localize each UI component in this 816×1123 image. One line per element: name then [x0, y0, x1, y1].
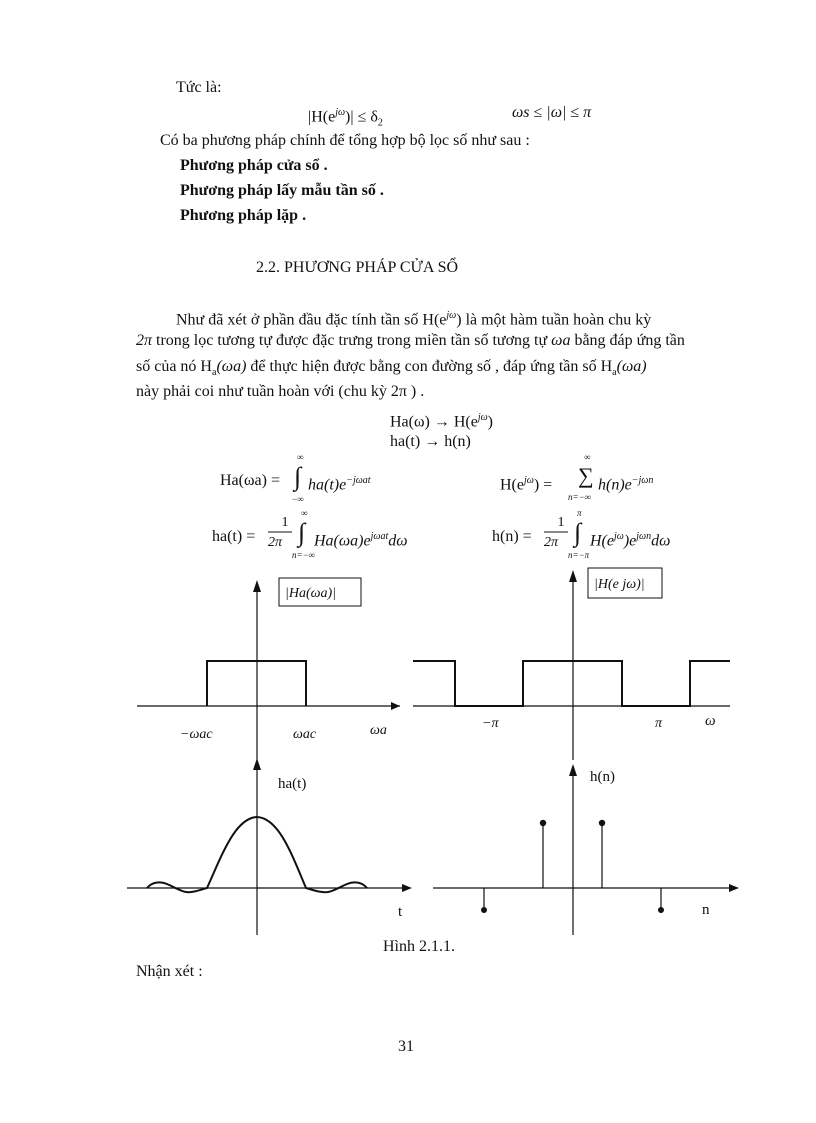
stem-dot — [658, 907, 664, 913]
plot-label: ha(t) — [278, 776, 307, 792]
integral-lower: n=−π — [568, 550, 590, 560]
tick-label: ωac — [293, 727, 317, 742]
tick-label: −π — [482, 716, 499, 731]
formula-inverse-dtft-rhs: $H(e^{j\omega})e^{j\omega n}d\omega$ — [590, 531, 671, 550]
box-label: |H(e jω)| — [594, 577, 645, 592]
fraction-denominator: 2π — [268, 535, 283, 550]
figure-caption: Hình 2.1.1. — [383, 938, 455, 955]
plot-analog-impulse — [127, 758, 412, 935]
x-axis-arrow — [729, 884, 739, 892]
integral-sign: ∫ — [294, 462, 302, 491]
method-item: Phương pháp cửa sổ . — [180, 157, 328, 174]
integral-upper: ∞ — [301, 508, 308, 518]
condition-magnitude: $|H(e^{j\omega})| \le \delta_2$ — [308, 107, 383, 129]
formula-dtft-lhs: $H(e^{j\omega})$ = — [500, 475, 553, 494]
axis-variable: t — [398, 904, 403, 920]
formula-inverse-analog-rhs: $Ha(\omega a)e^{j\omega at}d\omega$ — [314, 531, 408, 550]
formula-analog-ft-lhs: Ha(ωa) = — [220, 472, 280, 489]
stem-dot — [540, 820, 546, 826]
plot-label: h(n) — [590, 769, 615, 785]
sum-upper: ∞ — [584, 452, 591, 462]
axis-variable: ωa — [370, 723, 387, 738]
integral-upper: π — [577, 508, 582, 518]
method-item: Phương pháp lấy mẫu tần số . — [180, 182, 384, 199]
integral-lower: n=−∞ — [292, 550, 316, 560]
formula-analog-ft-rhs: $ha(t)e^{-j\omega at}$ — [308, 475, 371, 494]
plot-discrete-impulse — [433, 764, 739, 935]
integral-lower: −∞ — [292, 494, 304, 504]
methods-lead: Có ba phương pháp chính để tổng hợp bộ lọc số như sau : — [160, 132, 530, 149]
page-number: 31 — [398, 1038, 414, 1055]
tick-label: π — [655, 716, 663, 731]
box-label: |Ha(ωa)| — [285, 586, 337, 601]
axis-variable: ω — [705, 713, 716, 729]
mapping-line-2: ha(t) → h(n) — [390, 433, 471, 450]
mapping-line-1: $Ha(\omega) \to H(e^{j\omega})$ — [390, 412, 493, 431]
remark-label: Nhận xét : — [136, 963, 203, 980]
formula-inverse-dtft-lhs: h(n) = — [492, 528, 532, 545]
integral-sign: ∫ — [298, 518, 306, 547]
condition-range: ωs ≤ |ω| ≤ π — [512, 104, 592, 121]
y-axis-arrow — [569, 764, 577, 776]
intro-label: Tức là: — [176, 79, 222, 96]
integral-sign: ∫ — [574, 518, 582, 547]
section-title: 2.2. PHƯƠNG PHÁP CỬA SỔ — [256, 259, 459, 276]
sum-sign: ∑ — [578, 463, 594, 488]
stem-dot — [481, 907, 487, 913]
y-axis-arrow — [253, 758, 261, 770]
paragraph-line-2: 2π trong lọc tương tự được đặc trưng trong miền tần số tương tự ωa bằng đáp ứng tần — [136, 332, 685, 349]
sum-lower: n=−∞ — [568, 492, 592, 502]
axis-variable: n — [702, 902, 710, 918]
y-axis-arrow — [569, 570, 577, 582]
paragraph-line-4: này phải coi như tuần hoàn với (chu kỳ 2π ) . — [136, 383, 425, 400]
fraction-denominator: 2π — [544, 535, 559, 550]
y-axis-arrow — [253, 580, 261, 592]
plot-analog-magnitude — [137, 578, 400, 760]
method-item: Phương pháp lặp . — [180, 207, 307, 224]
stem-dot — [599, 820, 605, 826]
periodic-lowpass-trace — [413, 661, 730, 706]
tick-label: −ωac — [180, 727, 213, 742]
formula-inverse-analog-lhs: ha(t) = — [212, 528, 256, 545]
x-axis-arrow — [402, 884, 412, 892]
formula-dtft-rhs: $h(n)e^{-j\omega n}$ — [598, 475, 654, 494]
x-axis-arrow — [391, 702, 400, 710]
fraction-numerator: 1 — [281, 515, 289, 530]
integral-upper: ∞ — [297, 452, 304, 462]
paragraph-line-1: Như đã xét ở phần đầu đặc tính tần số $H(e^{j\omega})$ là một hàm tuần hoàn chu kỳ — [176, 310, 652, 329]
plot-digital-magnitude — [413, 568, 730, 760]
paragraph-line-3: số của nó $H_a(\omega a)$ để thực hiện được bằng con đường số , đáp ứng tần số $H_a(\omega a)$ — [136, 358, 647, 379]
fraction-numerator: 1 — [557, 515, 565, 530]
